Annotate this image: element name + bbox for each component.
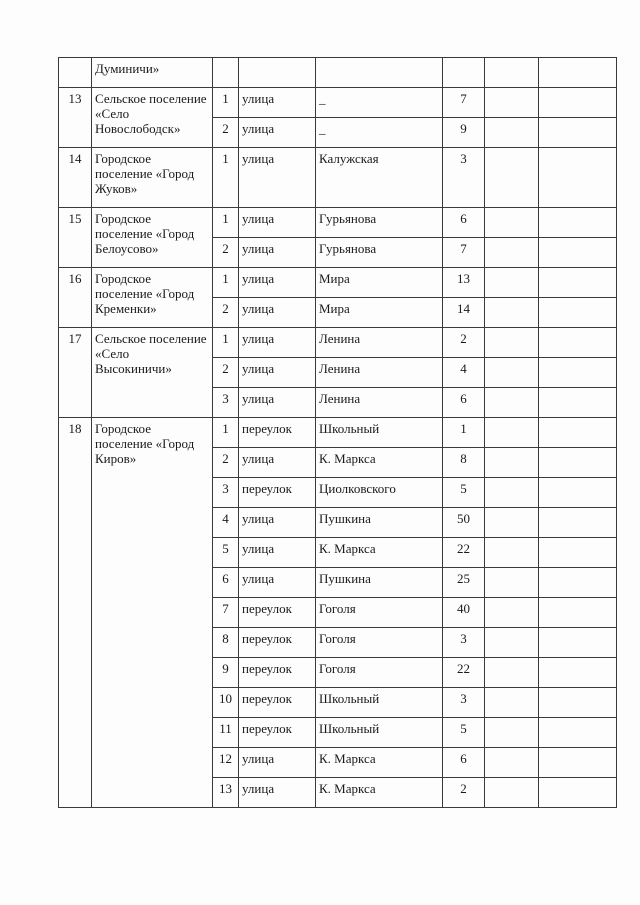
- settlement-name-cell: Городское поселение «Город Белоусово»: [92, 208, 213, 268]
- street-type-cell: улица: [239, 538, 316, 568]
- empty-cell: [539, 448, 617, 478]
- empty-cell: [539, 718, 617, 748]
- street-name-cell: Мира: [316, 268, 443, 298]
- index-cell: 13: [213, 778, 239, 808]
- settlement-name-cell: Городское поселение «Город Киров»: [92, 418, 213, 808]
- empty-cell: [485, 628, 539, 658]
- settlement-name-cell: Сельское поселение «Село Высокиничи»: [92, 328, 213, 418]
- house-number-cell: 9: [443, 118, 485, 148]
- street-name-cell: Мира: [316, 298, 443, 328]
- empty-cell: [539, 58, 617, 88]
- table-row: [59, 88, 617, 118]
- index-cell: 6: [213, 568, 239, 598]
- empty-cell: [539, 208, 617, 238]
- empty-cell: [485, 718, 539, 748]
- street-type-cell: улица: [239, 778, 316, 808]
- index-cell: 2: [213, 238, 239, 268]
- table-row: [59, 208, 617, 238]
- empty-cell: [539, 778, 617, 808]
- index-cell: 12: [213, 748, 239, 778]
- empty-cell: [485, 148, 539, 208]
- empty-cell: [485, 238, 539, 268]
- street-name-cell: К. Маркса: [316, 448, 443, 478]
- street-type-cell: переулок: [239, 598, 316, 628]
- empty-cell: [485, 688, 539, 718]
- empty-cell: [539, 748, 617, 778]
- table-row: [59, 418, 617, 448]
- settlements-table: [58, 57, 617, 808]
- empty-cell: [485, 298, 539, 328]
- index-cell: 9: [213, 658, 239, 688]
- empty-cell: [539, 118, 617, 148]
- table-row: [59, 58, 617, 88]
- street-name-cell: Гоголя: [316, 598, 443, 628]
- street-type-cell: улица: [239, 508, 316, 538]
- table-row: [59, 148, 617, 208]
- empty-cell: [485, 208, 539, 238]
- street-type-cell: переулок: [239, 718, 316, 748]
- empty-cell: [485, 328, 539, 358]
- index-cell: 2: [213, 358, 239, 388]
- street-name-cell: Гурьянова: [316, 208, 443, 238]
- row-number-cell: 16: [59, 268, 92, 328]
- empty-cell: [539, 88, 617, 118]
- empty-cell: [485, 778, 539, 808]
- street-type-cell: улица: [239, 88, 316, 118]
- settlement-name-cell: Думиничи»: [92, 58, 213, 88]
- house-number-cell: 50: [443, 508, 485, 538]
- street-type-cell: улица: [239, 388, 316, 418]
- row-number-cell: 14: [59, 148, 92, 208]
- empty-cell: [485, 358, 539, 388]
- street-type-cell: улица: [239, 328, 316, 358]
- empty-cell: [485, 388, 539, 418]
- house-number-cell: 3: [443, 148, 485, 208]
- house-number-cell: 3: [443, 688, 485, 718]
- row-number-cell: 18: [59, 418, 92, 808]
- house-number-cell: 1: [443, 418, 485, 448]
- empty-cell: [485, 448, 539, 478]
- house-number-cell: 6: [443, 748, 485, 778]
- street-name-cell: _: [316, 88, 443, 118]
- row-number-cell: [59, 58, 92, 88]
- street-name-cell: Пушкина: [316, 568, 443, 598]
- empty-cell: [539, 628, 617, 658]
- settlement-name-cell: Городское поселение «Город Кременки»: [92, 268, 213, 328]
- empty-cell: [539, 268, 617, 298]
- house-number-cell: 14: [443, 298, 485, 328]
- empty-cell: [539, 298, 617, 328]
- empty-cell: [539, 358, 617, 388]
- empty-cell: [485, 598, 539, 628]
- street-type-cell: переулок: [239, 418, 316, 448]
- empty-cell: [539, 388, 617, 418]
- index-cell: 2: [213, 118, 239, 148]
- settlement-name-cell: Сельское поселение «Село Новослободск»: [92, 88, 213, 148]
- street-name-cell: Школьный: [316, 718, 443, 748]
- street-name-cell: Гоголя: [316, 658, 443, 688]
- street-type-cell: улица: [239, 148, 316, 208]
- index-cell: 10: [213, 688, 239, 718]
- street-type-cell: переулок: [239, 688, 316, 718]
- empty-cell: [539, 148, 617, 208]
- empty-cell: [539, 328, 617, 358]
- index-cell: 1: [213, 208, 239, 238]
- index-cell: 7: [213, 598, 239, 628]
- street-name-cell: Ленина: [316, 358, 443, 388]
- empty-cell: [485, 88, 539, 118]
- house-number-cell: 6: [443, 388, 485, 418]
- street-name-cell: Гурьянова: [316, 238, 443, 268]
- house-number-cell: 25: [443, 568, 485, 598]
- street-type-cell: улица: [239, 208, 316, 238]
- empty-cell: [539, 508, 617, 538]
- empty-cell: [485, 508, 539, 538]
- street-name-cell: Циолковского: [316, 478, 443, 508]
- index-cell: 8: [213, 628, 239, 658]
- street-type-cell: [239, 58, 316, 88]
- table-body: [59, 58, 617, 808]
- empty-cell: [485, 118, 539, 148]
- street-name-cell: Ленина: [316, 328, 443, 358]
- index-cell: 1: [213, 328, 239, 358]
- house-number-cell: 3: [443, 628, 485, 658]
- index-cell: 3: [213, 388, 239, 418]
- settlement-name-cell: Городское поселение «Город Жуков»: [92, 148, 213, 208]
- empty-cell: [485, 658, 539, 688]
- index-cell: 11: [213, 718, 239, 748]
- empty-cell: [539, 538, 617, 568]
- street-type-cell: переулок: [239, 478, 316, 508]
- index-cell: [213, 58, 239, 88]
- street-type-cell: улица: [239, 748, 316, 778]
- street-type-cell: улица: [239, 358, 316, 388]
- street-name-cell: [316, 58, 443, 88]
- street-name-cell: К. Маркса: [316, 778, 443, 808]
- index-cell: 5: [213, 538, 239, 568]
- index-cell: 1: [213, 418, 239, 448]
- empty-cell: [485, 568, 539, 598]
- empty-cell: [539, 658, 617, 688]
- street-name-cell: Ленина: [316, 388, 443, 418]
- street-name-cell: Калужская: [316, 148, 443, 208]
- street-name-cell: Школьный: [316, 418, 443, 448]
- street-type-cell: переулок: [239, 628, 316, 658]
- index-cell: 1: [213, 88, 239, 118]
- empty-cell: [485, 418, 539, 448]
- house-number-cell: 2: [443, 778, 485, 808]
- house-number-cell: [443, 58, 485, 88]
- street-type-cell: улица: [239, 448, 316, 478]
- row-number-cell: 15: [59, 208, 92, 268]
- row-number-cell: 13: [59, 88, 92, 148]
- street-name-cell: Пушкина: [316, 508, 443, 538]
- house-number-cell: 4: [443, 358, 485, 388]
- house-number-cell: 2: [443, 328, 485, 358]
- empty-cell: [539, 598, 617, 628]
- street-name-cell: К. Маркса: [316, 538, 443, 568]
- empty-cell: [485, 478, 539, 508]
- row-number-cell: 17: [59, 328, 92, 418]
- house-number-cell: 5: [443, 718, 485, 748]
- table-row: [59, 268, 617, 298]
- index-cell: 1: [213, 268, 239, 298]
- street-name-cell: Гоголя: [316, 628, 443, 658]
- house-number-cell: 6: [443, 208, 485, 238]
- house-number-cell: 13: [443, 268, 485, 298]
- street-type-cell: улица: [239, 238, 316, 268]
- empty-cell: [485, 538, 539, 568]
- empty-cell: [485, 748, 539, 778]
- street-type-cell: улица: [239, 118, 316, 148]
- empty-cell: [539, 478, 617, 508]
- house-number-cell: 22: [443, 538, 485, 568]
- street-name-cell: К. Маркса: [316, 748, 443, 778]
- empty-cell: [539, 568, 617, 598]
- index-cell: 4: [213, 508, 239, 538]
- index-cell: 2: [213, 448, 239, 478]
- empty-cell: [485, 268, 539, 298]
- street-type-cell: улица: [239, 298, 316, 328]
- index-cell: 3: [213, 478, 239, 508]
- street-type-cell: переулок: [239, 658, 316, 688]
- house-number-cell: 7: [443, 88, 485, 118]
- house-number-cell: 40: [443, 598, 485, 628]
- house-number-cell: 22: [443, 658, 485, 688]
- empty-cell: [485, 58, 539, 88]
- table-row: [59, 328, 617, 358]
- empty-cell: [539, 688, 617, 718]
- street-name-cell: Школьный: [316, 688, 443, 718]
- street-name-cell: _: [316, 118, 443, 148]
- empty-cell: [539, 418, 617, 448]
- house-number-cell: 8: [443, 448, 485, 478]
- house-number-cell: 7: [443, 238, 485, 268]
- street-type-cell: улица: [239, 268, 316, 298]
- street-type-cell: улица: [239, 568, 316, 598]
- index-cell: 1: [213, 148, 239, 208]
- index-cell: 2: [213, 298, 239, 328]
- house-number-cell: 5: [443, 478, 485, 508]
- empty-cell: [539, 238, 617, 268]
